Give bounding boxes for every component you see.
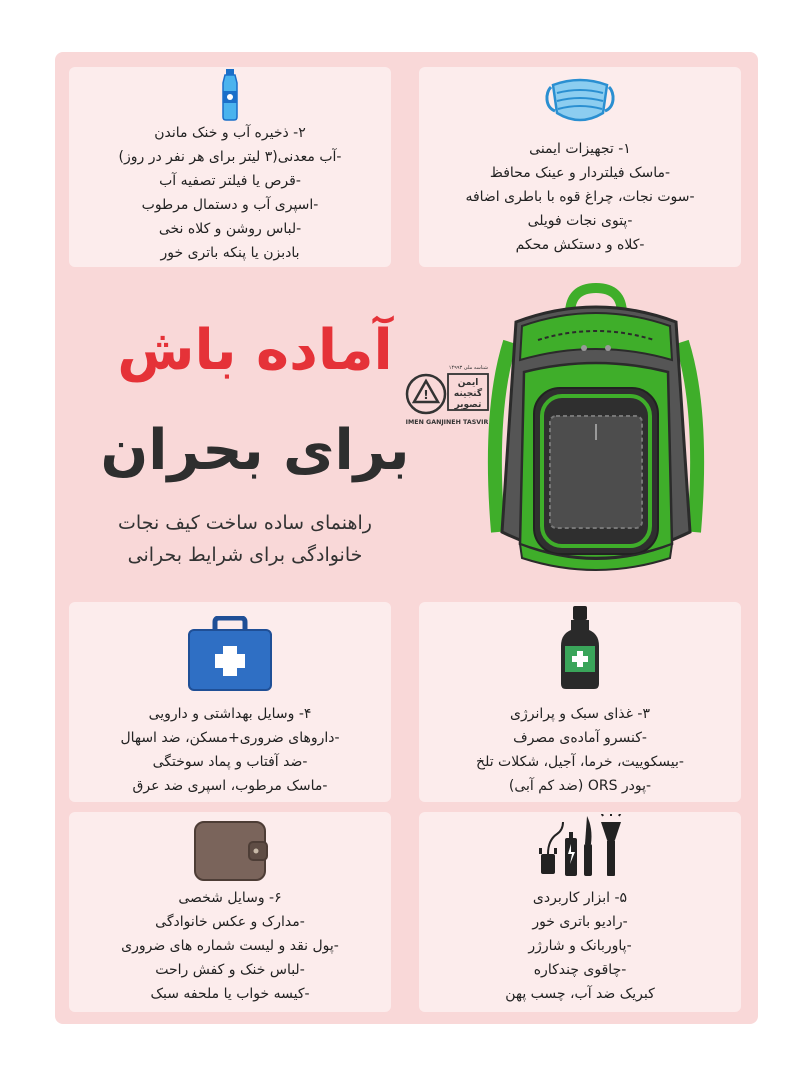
list-item: کبریک ضد آب، چسب پهن <box>505 986 655 1002</box>
card-tools <box>419 812 741 1012</box>
card-heading: ۲- ذخیره آب و خنک ماندن <box>154 125 306 141</box>
list-item: -پاوربانک و شارژر <box>528 938 632 954</box>
list-item: -کیسه خواب یا ملحفه سبک <box>150 986 310 1002</box>
list-item: -داروهای ضروری+مسکن، ضد اسهال <box>120 730 340 746</box>
logo-name-3: تصویر <box>454 400 482 410</box>
water-bottle-icon <box>220 69 240 121</box>
list-item: -آب معدنی(۳ لیتر برای هر نفر در روز) <box>118 149 342 165</box>
list-item: -اسپری آب و دستمال مرطوب <box>141 197 319 213</box>
list-item: -لباس روشن و کلاه نخی <box>158 221 302 237</box>
subtitle-line-1: راهنمای ساده ساخت کیف نجات <box>118 512 372 534</box>
card-heading: ۴- وسایل بهداشتی و دارویی <box>148 706 312 722</box>
list-item: -قرص یا فیلتر تصفیه آب <box>159 173 301 189</box>
logo-latin: IMEN GANJINEH TASVIR <box>405 419 489 426</box>
card-water-storage <box>69 67 391 267</box>
title-line-1: آماده باش <box>117 318 393 383</box>
list-item: -پول نقد و لیست شماره های ضروری <box>121 938 339 954</box>
list-item: -کلاه و دستکش محکم <box>515 237 645 253</box>
list-item: -مدارک و عکس خانوادگی <box>155 914 305 930</box>
brand-logo <box>404 362 490 428</box>
tools-icon <box>537 814 623 880</box>
list-item: -پتوی نجات فویلی <box>527 213 633 229</box>
list-item: بادبزن یا پنکه باتری خور <box>160 245 300 261</box>
list-item: -رادیو باتری خور <box>532 914 628 930</box>
face-mask-icon <box>543 73 617 129</box>
list-item: -ماسک مرطوب، اسپری ضد عرق <box>132 778 328 794</box>
list-item: -ماسک فیلتردار و عینک محافظ <box>489 165 671 181</box>
card-heading: ۵- ابزار کاربردی <box>532 890 628 906</box>
list-item: -سوت نجات، چراغ قوه با باطری اضافه <box>465 189 695 205</box>
list-item: -پودر ORS (ضد کم آبی) <box>508 778 652 794</box>
medicine-bottle-icon <box>559 606 601 690</box>
backpack-icon <box>480 282 712 582</box>
card-medical <box>69 602 391 802</box>
title-line-2: برای بحران <box>100 418 410 483</box>
list-item: -کنسرو آماده‌ی مصرف <box>513 730 647 746</box>
card-safety-equipment <box>419 67 741 267</box>
svg-text:!: ! <box>423 388 429 402</box>
logo-id-text: شناسه ملی ۱۴۹۹۳ <box>448 365 488 371</box>
card-heading: ۶- وسایل شخصی <box>178 890 282 906</box>
card-heading: ۱- تجهیزات ایمنی <box>529 141 631 157</box>
subtitle-line-2: خانوادگی برای شرایط بحرانی <box>127 544 363 566</box>
list-item: -چاقوی چندکاره <box>533 962 627 978</box>
card-food <box>419 602 741 802</box>
card-personal <box>69 812 391 1012</box>
first-aid-kit-icon <box>187 616 273 692</box>
wallet-icon <box>193 820 269 882</box>
list-item: -ضد آفتاب و پماد سوختگی <box>152 754 308 770</box>
list-item: -بیسکوییت، خرما، آجیل، شکلات تلخ <box>476 754 684 770</box>
logo-name-2: گنجینه <box>453 389 483 399</box>
list-item: -لباس خنک و کفش راحت <box>155 962 305 978</box>
logo-name-1: ایمن <box>457 378 479 388</box>
card-heading: ۳- غذای سبک و پرانرژی <box>510 706 650 722</box>
